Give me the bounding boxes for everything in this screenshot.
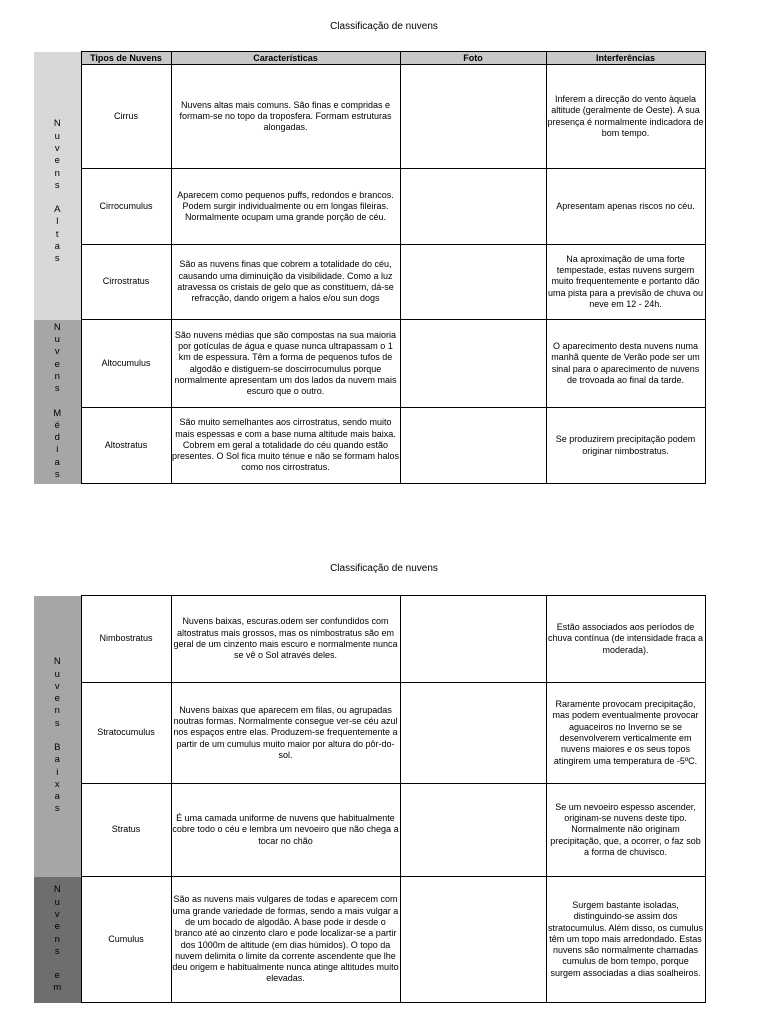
group-letter: s [54, 253, 60, 265]
group-letter: N [53, 118, 61, 130]
cloud-interferences: Surgem bastante isoladas, distinguindo-se assim dos stratocumulus. Além disso, os cumulus têm um topo mais arredondado. Estas nuvens são normalmente chamadas cumulus de bom tempo, porque surgem associadas a dias soalheiros. [546, 877, 705, 1003]
group-letter: n [54, 933, 60, 945]
group-letter: a [54, 791, 60, 803]
header-photo: Foto [400, 52, 546, 65]
cloud-classification-table [34, 595, 706, 1003]
header-cloud-type: Tipos de Nuvens [81, 52, 171, 65]
cloud-classification-table [34, 51, 706, 484]
page-title: Classificação de nuvens [330, 563, 438, 574]
cloud-photo-cirrocumulus [400, 169, 546, 245]
group-letter: e [54, 921, 60, 933]
group-letter: n [54, 370, 60, 382]
group-letter: a [54, 754, 60, 766]
cloud-type-name: Stratus [81, 784, 171, 877]
group-letter: e [54, 970, 60, 982]
group-letter: v [54, 908, 60, 920]
cloud-type-name: Stratocumulus [81, 683, 171, 784]
cloud-interferences: Na aproximação de uma forte tempestade, estas nuvens surgem muito frequentemente e portanto dão uma pista para a previsão de chuva ou neve em 12 - 24h. [546, 245, 705, 320]
group-letter: s [54, 383, 60, 395]
cloud-interferences: Se um nevoeiro espesso ascender, originam-se nuvens deste tipo. Normalmente não originam precipitação, que, a ocorrer, o faz sob a forma de chuvisco. [546, 784, 705, 877]
group-letter: N [53, 884, 61, 896]
cloud-type-name: Cumulus [81, 877, 171, 1003]
cloud-interferences: Apresentam apenas riscos no céu. [546, 169, 705, 245]
cloud-characteristics: São nuvens médias que são compostas na sua maioria por gotículas de água e quase nunca ultrapassam o 1 km de espessura. Têm a forma de pequenos tufos de algodão e distiguem-se doscirrocumulus porque normalmente apresentam um dos lados da nuvem mais escuro que o outro. [171, 320, 400, 408]
cloud-type-name: Altocumulus [81, 320, 171, 408]
cloud-photo-altocumulus [400, 320, 546, 408]
group-letter: m [53, 982, 62, 994]
group-label-low-clouds [34, 596, 81, 877]
group-letter: t [55, 228, 59, 240]
group-letter: v [54, 346, 60, 358]
cloud-type-name: Cirrocumulus [81, 169, 171, 245]
group-letter: n [54, 705, 60, 717]
group-letter: s [54, 945, 60, 957]
group-label-vertical-clouds [34, 877, 81, 1003]
group-letter: u [54, 334, 60, 346]
group-letter: i [56, 766, 59, 778]
page-title: Classificação de nuvens [330, 21, 438, 32]
group-letter: M [53, 407, 62, 419]
group-letter: B [54, 742, 61, 753]
cloud-characteristics: São as nuvens mais vulgares de todas e aparecem com uma grande variedade de formas, sendo a mais vulgar a de um bocado de algodão. A base pode ir desde o branco até ao cinzento claro e pode localizar-se a partir dos 1000m de altitude (em dias húmidos). O topo da nuvem delimita o limite da corrente ascendente que lhe deu origem e habitualmente nunca atinge altitudes muito elevadas. [171, 877, 400, 1003]
cloud-interferences: Estão associados aos períodos de chuva contínua (de intensidade fraca a moderada). [546, 596, 705, 683]
group-letter: n [54, 167, 60, 179]
cloud-photo-altostratus [400, 408, 546, 484]
group-letter: e [54, 155, 60, 167]
cloud-photo-cirrostratus [400, 245, 546, 320]
cloud-interferences: Se produzirem precipitação podem originar nimbostratus. [546, 408, 705, 484]
group-letter: A [54, 204, 61, 216]
cloud-characteristics: É uma camada uniforme de nuvens que habitualmente cobre todo o céu e lembra um nevoeiro que não chega a tocar no chão [171, 784, 400, 877]
group-letter: v [54, 680, 60, 692]
group-letter: s [54, 717, 60, 729]
cloud-characteristics: São as nuvens finas que cobrem a totalidade do céu, causando uma diminuição da visibilidade. Como a luz atravessa os cristais de gelo que as constituem, dá-se refracção, dando origem a halos e/ou sun dogs [171, 245, 400, 320]
group-letter: s [54, 803, 60, 815]
group-letter: s [54, 468, 60, 480]
group-letter: N [53, 321, 61, 333]
group-letter: l [56, 216, 59, 228]
cloud-characteristics: Nuvens altas mais comuns. São finas e compridas e formam-se no topo da troposfera. Formam estruturas alongadas. [171, 65, 400, 169]
cloud-type-name: Nimbostratus [81, 596, 171, 683]
group-label-medium-clouds [34, 320, 81, 484]
group-letter: d [54, 432, 60, 444]
cloud-interferences: O aparecimento desta nuvens numa manhã quente de Verão pode ser um sinal para o aparecimento de nuvens de trovoada ao final da tarde. [546, 320, 705, 408]
group-letter: v [54, 142, 60, 154]
header-characteristics: Características [171, 52, 400, 65]
cloud-characteristics: Aparecem como pequenos puffs, redondos e brancos. Podem surgir individualmente ou em longas fileiras. Normalmente ocupam uma grande porção de céu. [171, 169, 400, 245]
cloud-type-name: Cirrus [81, 65, 171, 169]
group-letter: i [56, 444, 59, 456]
group-letter: u [54, 130, 60, 142]
group-letter: a [54, 456, 60, 468]
cloud-interferences: Raramente provocam precipitação, mas podem eventualmente provocar aguaceiros no Inverno se se desenvolverem verticalmente em nuvens maiores e os seus topos atingirem uma temperatura de -5ºC. [546, 683, 705, 784]
cloud-characteristics: Nuvens baixas que aparecem em filas, ou agrupadas noutras formas. Normalmente consegue ver-se céu azul nos espaços entre elas. Produzem-se frequentemente a partir de um cumulus muito maior por altura do pôr-do-sol. [171, 683, 400, 784]
cloud-interferences: Inferem a direcção do vento àquela altitude (geralmente de Oeste). A sua presença é normalmente indicadora de bom tempo. [546, 65, 705, 169]
group-letter: e [54, 358, 60, 370]
group-letter: x [54, 778, 60, 790]
cloud-type-name: Cirrostratus [81, 245, 171, 320]
group-letter: e [54, 693, 60, 705]
cloud-characteristics: São muito semelhantes aos cirrostratus, sendo muito mais espessas e com a base numa altitude mais baixa. Cobrem em geral a totalidade do céu quando estão presentes. O Sol fica muito ténue e não se formam halos como nos cirrostratus. [171, 408, 400, 484]
group-letter: u [54, 896, 60, 908]
cloud-characteristics: Nuvens baixas, escuras.odem ser confundidos com altostratus mais grossos, mas os nimbostratus são em geral de um cinzento mais escuro e normalmente nunca se vê o Sol através deles. [171, 596, 400, 683]
cloud-photo-stratocumulus [400, 683, 546, 784]
header-spacer [34, 52, 81, 65]
header-interferences: Interferências [546, 52, 705, 65]
cloud-photo-stratus [400, 784, 546, 877]
cloud-photo-cumulus [400, 877, 546, 1003]
group-letter: é [54, 419, 60, 431]
group-letter: a [54, 241, 60, 253]
group-letter: N [53, 656, 61, 668]
group-label-high-clouds [34, 65, 81, 320]
cloud-photo-cirrus [400, 65, 546, 169]
group-letter: u [54, 668, 60, 680]
group-letter: s [54, 179, 60, 191]
cloud-type-name: Altostratus [81, 408, 171, 484]
cloud-photo-nimbostratus [400, 596, 546, 683]
